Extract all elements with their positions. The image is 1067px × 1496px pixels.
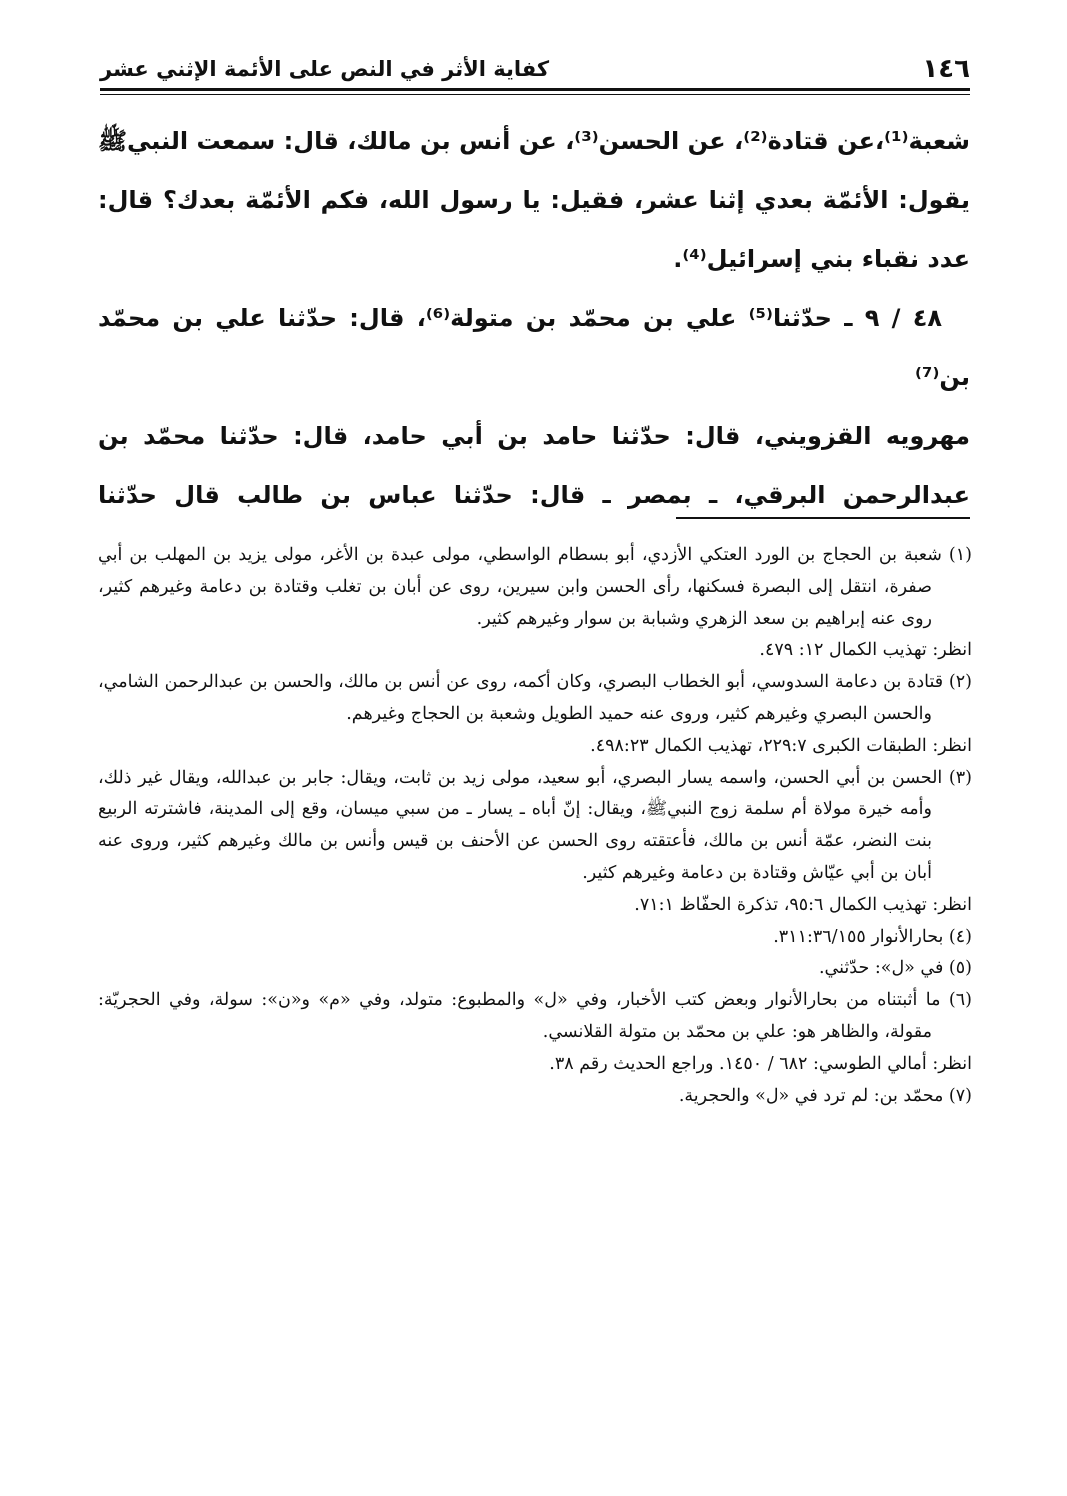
- footnote-separator: [676, 517, 970, 519]
- footnote-5: (٥) في «ل»: حدّثني.: [818, 958, 972, 979]
- body-line: شعبة⁽¹⁾،عن قتادة⁽²⁾، عن الحسن⁽³⁾، عن أنس بن مالك، قال: سمعت النبيﷺ: [98, 127, 971, 155]
- footnote-6: (٦) ما أثبتناه من بحارالأنوار وبعض كتب الأخبار، وفي «ل» والمطبوع: متولد، وفي «م» و«ن»: سولة، وفي الحجريّة: مقولة، والظاهر هو: علي بن محمّد بن متولة القلانسي.: [98, 990, 972, 1042]
- body-line: عبدالرحمن البرقي، ـ بمصر ـ قال: حدّثنا عباس بن طالب قال حدّثنا: [98, 481, 970, 509]
- main-text: [98, 112, 970, 525]
- footnote-3: (٣) الحسن بن أبي الحسن، واسمه يسار البصري، أبو سعيد، مولى زيد بن ثابت، ويقال: جابر بن عبدالله، ويقال غير ذلك، وأمه خيرة مولاة أم سلمة زوج النبيﷺ، ويقال: إنّ أباه ـ يسار ـ من سبي ميسان، وقع إلى المدينة، فاشترته الربيع بنت النضر، عمّة أنس بن مالك، فأعتقته روى الحسن عن الأحنف بن قيس وأنس بن مالك وغيرهم كثير، وروى عنه أبان بن أبي عيّاش وقتادة بن دعامة وغيرهم كثير.: [98, 767, 972, 883]
- footnote-1: (١) شعبة بن الحجاج بن الورد العتكي الأزدي، أبو بسطام الواسطي، مولى عبدة بن الأغر، مولى يزيد بن المهلب بن أبي صفرة، انتقل إلى البصرة فسكنها، رأى الحسن وابن سيرين، روى عن أبان بن تغلب وقتادة بن دعامة وغيرهم كثير، روى عنه إبراهيم بن سعد الزهري وشبابة بن سوار وغيرهم كثير.: [98, 545, 972, 629]
- footnote-2-reference: انظر: الطبقات الكبرى ٢٢٩:٧، تهذيب الكمال ٤٩٨:٢٣.: [590, 735, 972, 756]
- running-title: كفاية الأثر في النص على الأئمة الإثني عشر: [100, 57, 550, 81]
- body-line: عدد نقباء بني إسرائيل⁽⁴⁾.: [673, 245, 970, 273]
- header-rule-thin: [100, 94, 970, 95]
- footnote-6-reference: انظر: أمالي الطوسي: ٦٨٢ / ١٤٥٠. وراجع الحديث رقم ٣٨.: [549, 1053, 972, 1074]
- footnote-2: (٢) قتادة بن دعامة السدوسي، أبو الخطاب البصري، وكان أكمه، روى عن أنس بن مالك، والحسن بن عبدالرحمن الشامي، والحسن البصري وغيرهم كثير، وروى عنه حميد الطويل وشعبة بن الحجاج وغيرهم.: [98, 672, 972, 724]
- footnote-4: (٤) بحارالأنوار ٣١١:٣٦/١٥٥.: [773, 926, 972, 947]
- header-rule-thick: [100, 88, 970, 91]
- footnote-7: (٧) محمّد بن: لم ترد في «ل» والحجرية.: [678, 1085, 972, 1106]
- footnotes: [98, 540, 972, 1112]
- body-line: يقول: الأئمّة بعدي إثنا عشر، فقيل: يا رسول الله، فكم الأئمّة بعدك؟ قال:: [98, 186, 970, 214]
- footnote-3-reference: انظر: تهذيب الكمال ٩٥:٦، تذكرة الحفّاظ ٧١:١.: [634, 894, 972, 915]
- page-header: [100, 44, 970, 86]
- footnote-1-reference: انظر: تهذيب الكمال ١٢: ٤٧٩.: [759, 640, 972, 661]
- body-line: ٤٨ / ٩ ـ حدّثنا⁽⁵⁾ علي بن محمّد بن متولة⁽⁶⁾، قال: حدّثنا علي بن محمّد بن⁽⁷⁾: [98, 304, 970, 391]
- page-number: ١٤٦: [922, 54, 970, 84]
- body-line: مهرويه القزويني، قال: حدّثنا حامد بن أبي حامد، قال: حدّثنا محمّد بن: [98, 422, 970, 450]
